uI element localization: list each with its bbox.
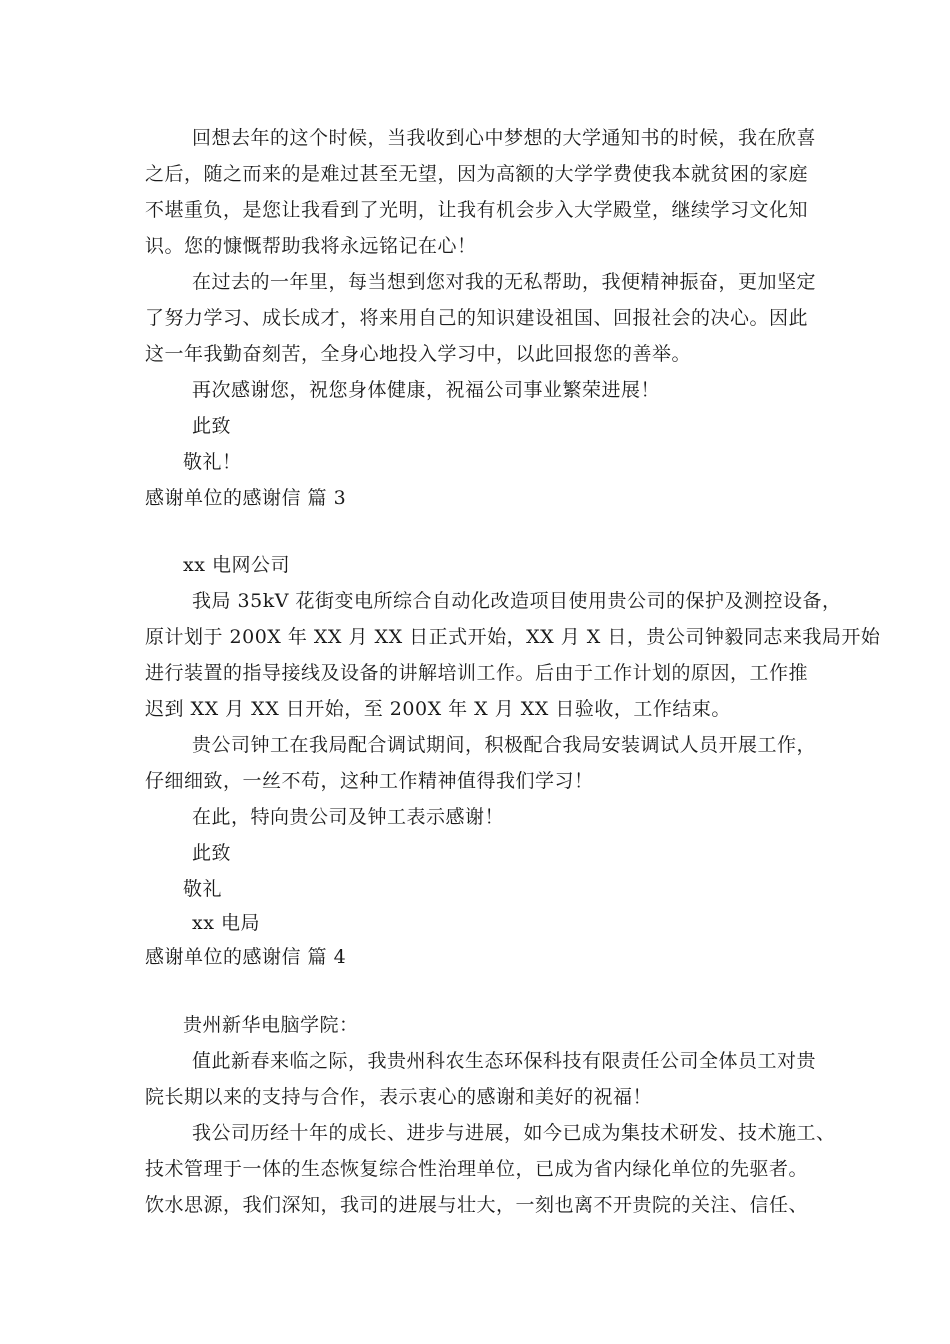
paragraph-line: 仔细细致，一丝不苟，这种工作精神值得我们学习！	[145, 770, 594, 792]
paragraph-line: 识。您的慷慨帮助我将永远铭记在心！	[145, 235, 477, 257]
closing-regards: 敬礼！	[183, 451, 242, 473]
closing-salutation: 此致	[192, 415, 232, 437]
paragraph-line: 在过去的一年里，每当想到您对我的无私帮助，我便精神振奋，更加坚定	[192, 271, 817, 293]
paragraph-line: 在此，特向贵公司及钟工表示感谢！	[192, 806, 505, 828]
paragraph-line: 回想去年的这个时候，当我收到心中梦想的大学通知书的时候，我在欣喜	[192, 127, 817, 149]
paragraph-line: 值此新春来临之际，我贵州科农生态环保科技有限责任公司全体员工对贵	[192, 1050, 817, 1072]
paragraph-line: 原计划于 200X 年 XX 月 XX 日正式开始，XX 月 X 日，贵公司钟毅同志来我局开始	[145, 626, 881, 648]
paragraph-line: 技术管理于一体的生态恢复综合性治理单位，已成为省内绿化单位的先驱者。	[145, 1158, 809, 1180]
section-heading: 感谢单位的感谢信 篇 4	[145, 946, 347, 968]
paragraph-line: 迟到 XX 月 XX 日开始，至 200X 年 X 月 XX 日验收，工作结束。	[145, 698, 731, 720]
letter-signature: xx 电局	[192, 912, 260, 934]
paragraph-line: 这一年我勤奋刻苦，全身心地投入学习中，以此回报您的善举。	[145, 343, 692, 365]
section-heading: 感谢单位的感谢信 篇 3	[145, 487, 347, 509]
letter-recipient: xx 电网公司	[183, 554, 290, 576]
closing-regards: 敬礼	[183, 878, 223, 900]
paragraph-line: 饮水思源，我们深知，我司的进展与壮大，一刻也离不开贵院的关注、信任、	[145, 1194, 809, 1216]
paragraph-line: 进行装置的指导接线及设备的讲解培训工作。后由于工作计划的原因，工作推	[145, 662, 809, 684]
letter-recipient: 贵州新华电脑学院：	[183, 1014, 359, 1036]
paragraph-line: 我公司历经十年的成长、进步与进展，如今已成为集技术研发、技术施工、	[192, 1122, 836, 1144]
paragraph-line: 之后，随之而来的是难过甚至无望，因为高额的大学学费使我本就贫困的家庭	[145, 163, 809, 185]
paragraph-line: 我局 35kV 花街变电所综合自动化改造项目使用贵公司的保护及测控设备，	[192, 590, 842, 612]
paragraph-line: 不堪重负，是您让我看到了光明，让我有机会步入大学殿堂，继续学习文化知	[145, 199, 809, 221]
paragraph-line: 贵公司钟工在我局配合调试期间，积极配合我局安装调试人员开展工作，	[192, 734, 817, 756]
paragraph-line: 再次感谢您，祝您身体健康，祝福公司事业繁荣进展！	[192, 379, 661, 401]
paragraph-line: 了努力学习、成长成才，将来用自己的知识建设祖国、回报社会的决心。因此	[145, 307, 809, 329]
closing-salutation: 此致	[192, 842, 232, 864]
paragraph-line: 院长期以来的支持与合作，表示衷心的感谢和美好的祝福！	[145, 1086, 653, 1108]
